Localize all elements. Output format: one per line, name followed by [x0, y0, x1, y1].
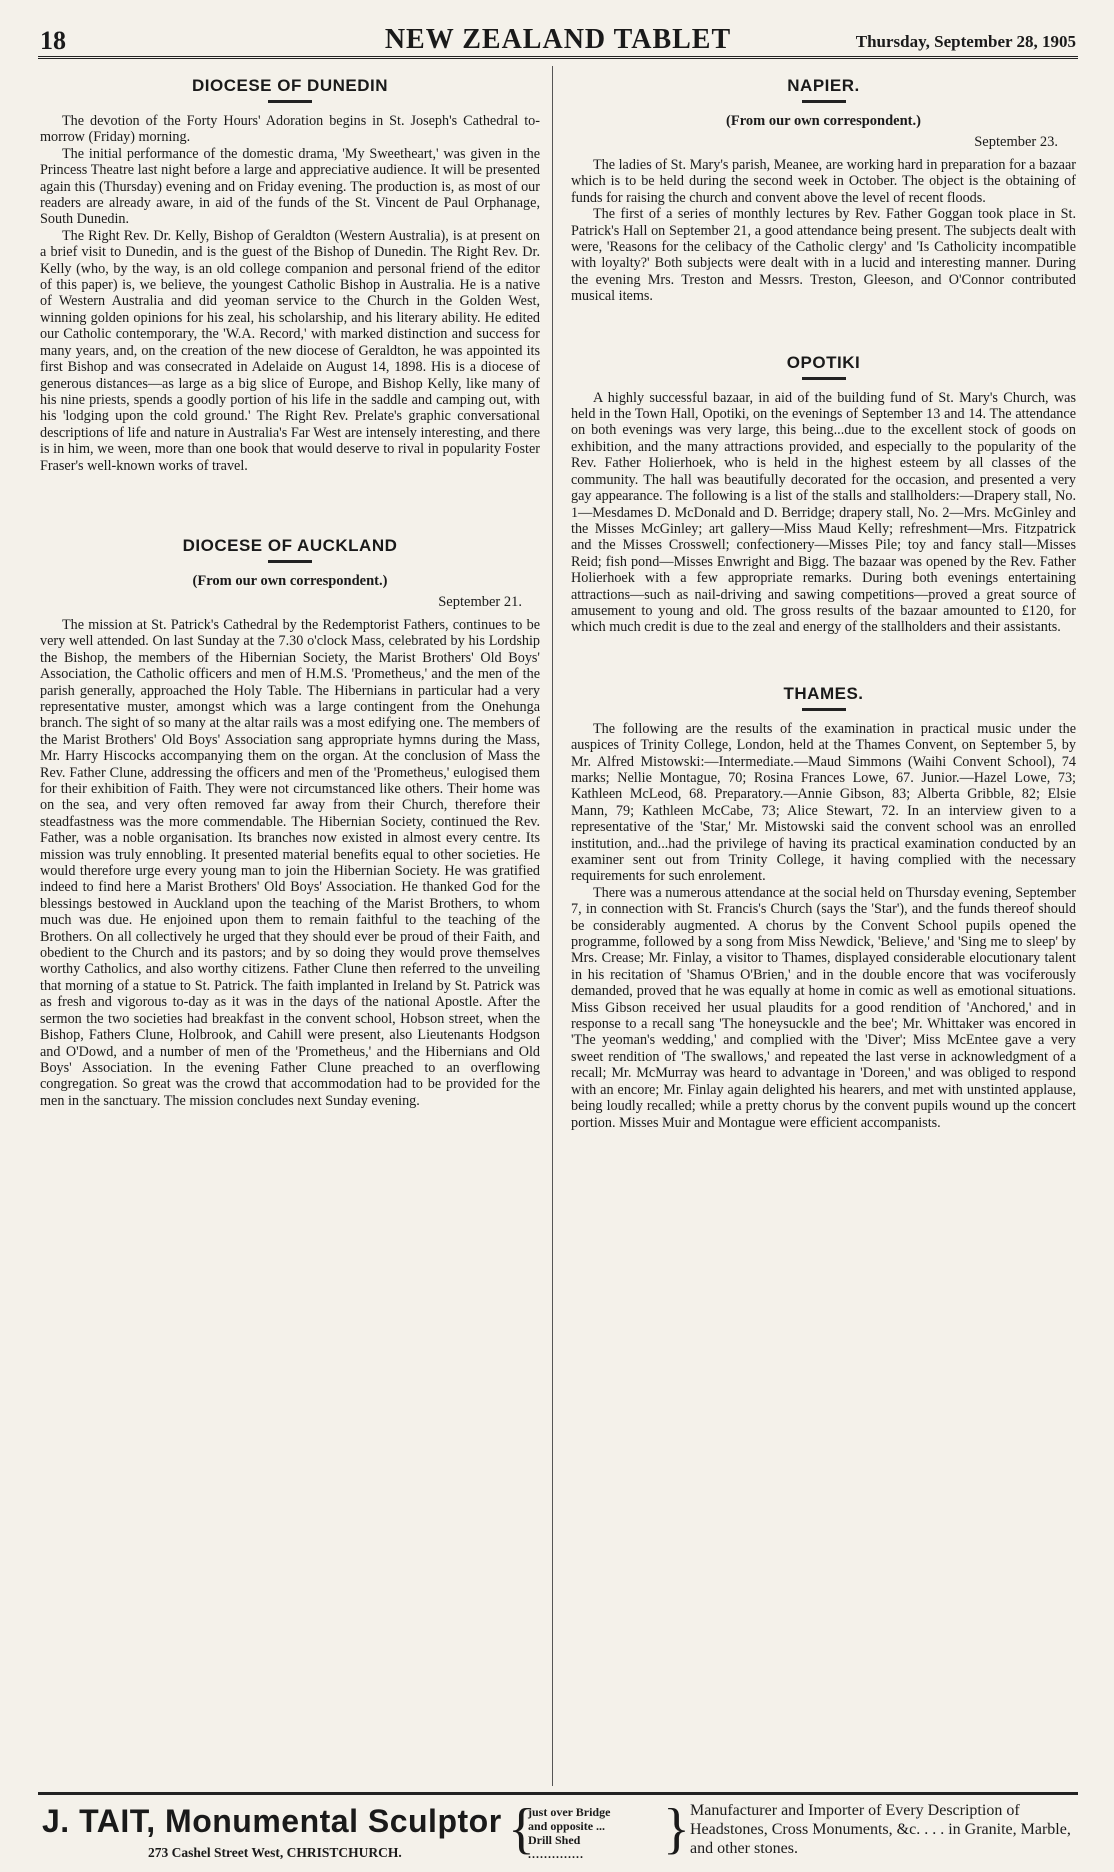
location-note-dots: ..............	[528, 1847, 584, 1861]
opotiki-article	[571, 353, 1076, 636]
opotiki-paragraph: A highly successful bazaar, in aid of the building fund of St. Mary's Church, was held in the Town Hall, Opotiki, on the evenings of September 13 and 14. The attendance on both evenings was very large, this being...due to the excellent stock of goods on exhibition, and the many attractions provided, and especially to the popularity of the Rev. Father Holierhoek, who is held in the highest esteem by all classes of the community. The hall was beautifully decorated for the occasion, and presented a very gay appearance. The following is a list of the stalls and stallholders:—Drapery stall, No. 1—Mesdames D. McDonald and D. Berridge; drapery stall, No. 2—Mrs. McGinley and the Misses McGinley; art gallery—Miss Maud Kelly; refreshment—Mrs. Fitzpatrick and the Misses Crosswell; confectionery—Misses Pile; toy and fancy stall—Misses Reid; fish pond—Misses Enwright and Bigg. The bazaar was opened by the Rev. Father Holierhoek with a few appropriate remarks. During both evenings entertaining attractions—such as nail-driving and sawing competitions—proved a great source of amusement to young and old. The gross results of the bazaar amounted to £120, for which much credit is due to the zeal and energy of the stallholders and their assistants.	[571, 389, 1076, 636]
dunedin-paragraph: The initial performance of the domestic drama, 'My Sweetheart,' was given in the Princess Theatre last night before a large and appreciative audience. It will be presented again this (Thursday) evening and on Friday evening. The production is, as most of our readers are already aware, in aid of the funds of the St. Vincent de Paul Orphanage, South Dunedin.	[40, 145, 540, 228]
location-note-line: and opposite ...	[528, 1819, 606, 1833]
column-divider	[552, 66, 553, 1786]
thames-paragraph: The following are the results of the examination in practical music under the auspices of Trinity College, London, held at the Thames Convent, on September 5, by Mr. Alfred Mistowski:—Intermediate.—Maud Simmons (Waihi Convent School), 74 marks; Nellie Montague, 70; Rosina Frances Lowe, 67. Junior.—Hazel Lowe, 73; Kathleen McLeod, 68. Preparatory.—Annie Gibson, 83; Alberta Gribble, 82; Elsie Mann, 79; Kathleen McCabe, 73; Alice Stewart, 72. In an interview given to a representative of the 'Star,' Mr. Mistowski said the convent school was an enrolled institution, and...had the privilege of having its practical examination conducted by an examiner sent out from Trinity College, it having complied with the necessary requirements for such enrolement.	[571, 720, 1076, 885]
location-note-line: just over Bridge	[528, 1805, 611, 1819]
newspaper-title: NEW ZEALAND TABLET	[384, 24, 732, 55]
dunedin-article	[40, 76, 540, 474]
masthead	[38, 22, 1078, 59]
page-number: 18	[40, 26, 66, 55]
dunedin-heading: DIOCESE OF DUNEDIN	[191, 76, 389, 95]
heading-rule	[802, 100, 846, 103]
heading-rule	[802, 708, 846, 711]
dunedin-paragraph: The devotion of the Forty Hours' Adoration begins in St. Joseph's Cathedral to-morrow (Friday) morning.	[40, 113, 540, 146]
thames-heading: THAMES.	[783, 683, 864, 703]
location-note	[528, 1805, 610, 1861]
heading-rule	[268, 100, 312, 103]
left-column	[40, 66, 540, 1791]
auckland-heading: DIOCESE OF AUCKLAND	[182, 535, 398, 555]
advertiser-address: 273 Cashel Street West, CHRISTCHURCH.	[148, 1845, 402, 1860]
issue-date: Thursday, September 28, 1905	[855, 32, 1076, 51]
napier-article	[571, 76, 1076, 305]
thames-paragraph: There was a numerous attendance at the social held on Thursday evening, September 7, in connection with St. Francis's Church (says the 'Star'), and the funds thereof should be considerably augmented. A chorus by the Convent School pupils opened the programme, followed by a song from Miss Newdick, 'Believe,' and 'Sing me to sleep' by Mrs. Crease; Mr. Finlay, a visitor to Thames, displayed considerable elocutionary talent in his recitation of 'Shamus O'Brien,' and in the double encore that was vociferously demanded, proved that he was equally at home in comic as well as emotional situations. Miss Gibson received her usual plaudits for a good rendition of 'Anchored,' and in response to a recall sang 'The honeysuckle and the bee'; Mr. Whittaker was encored in 'The yeoman's wedding,' and complied with the 'Diver'; Miss McEntee gave a very sweet rendition of 'The swallows,' and repeated the last verse in acknowledgment of a recall; Mr. McMurray was heard to advantage in 'Doreen,' and was obliged to respond with an encore; Mr. Finlay again delighted his hearers, and met with unstinted applause, being loudly recalled; while a pretty chorus by the convent pupils wound up the concert portion. Misses Muir and Montague were efficient accompanists.	[571, 884, 1076, 1131]
location-note-line: Drill Shed	[528, 1833, 581, 1847]
opotiki-heading: OPOTIKI	[786, 352, 861, 372]
napier-heading: NAPIER.	[787, 76, 860, 95]
advertiser-description: Manufacturer and Importer of Every Description of Headstones, Cross Monuments, &c. . . . in Granite, Marble, and other stones.	[690, 1802, 1071, 1857]
auckland-article	[40, 536, 540, 1109]
thames-article	[571, 684, 1076, 1131]
heading-rule	[802, 377, 846, 380]
auckland-dateline: September 21.	[438, 593, 522, 610]
napier-dateline: September 23.	[974, 134, 1058, 150]
napier-paragraph: The ladies of St. Mary's parish, Meanee, are working hard in preparation for a bazaar which is to be held during the second week in October. The object is the obtaining of funds for raising the church and convent above the level of recent floods.	[571, 157, 1076, 206]
napier-paragraph: The first of a series of monthly lectures by Rev. Father Goggan took place in St. Patrick's Hall on September 21, a good attendance being present. The subjects dealt with were, 'Reasons for the celibacy of the Catholic clergy' and 'Is Catholicity incompatible with loyalty?' Both subjects were dealt with in a lucid and interesting manner. During the evening Mrs. Treston and Messrs. Treston, Gleeson, and O'Connor contributed musical items.	[571, 206, 1076, 305]
auckland-byline: (From our own correspondent.)	[192, 572, 388, 589]
napier-byline: (From our own correspondent.)	[726, 113, 921, 129]
right-column	[571, 66, 1076, 1791]
advertiser-name: J. TAIT, Monumental Sculptor	[42, 1803, 502, 1839]
advertisement	[38, 1792, 1078, 1867]
dunedin-paragraph: The Right Rev. Dr. Kelly, Bishop of Geraldton (Western Australia), is at present on a brief visit to Dunedin, and is the guest of the Bishop of Dunedin. The Right Rev. Dr. Kelly (who, by the way, is an old college companion and personal friend of the editor of this paper) is, we believe, the youngest Catholic Bishop in Australia. He is a native of Western Australia and did yeoman service to the Church in the Golden West, winning golden opinions for his zeal, his scholarship, and his literary ability. He edited our Catholic contemporary, the 'W.A. Record,' with marked distinction and success for many years, and, on the creation of the new diocese of Geraldton, he was appointed its first Bishop and was consecrated in Adelaide on August 14, 1898. His is a diocese of generous distances—as large as a big slice of Europe, and Bishop Kelly, like many of his nine priests, spends a goodly portion of his life in the saddle and camping out, with his 'lodging upon the cold ground.' The Right Rev. Prelate's graphic conversational descriptions of life and nature in Australia's Far West are intensely interesting, and there is in him, we ween, more than one book that would deserve to rival in popularity Foster Fraser's well-known works of travel.	[40, 227, 540, 474]
right-brace: }	[663, 1798, 690, 1860]
left-brace: {	[508, 1798, 535, 1860]
auckland-paragraph: The mission at St. Patrick's Cathedral by the Redemptorist Fathers, continues to be very well attended. On last Sunday at the 7.30 o'clock Mass, celebrated by his Lordship the Bishop, the members of the Hibernian Society, the Marist Brothers' Old Boys' Association, the Catholic officers and men of H.M.S. 'Prometheus,' and the men of the parish generally, approached the Holy Table. The Hibernians in particular had a very representative muster, amongst which was a large contingent from the Onehunga branch. The sight of so many at the altar rails was a most edifying one. The members of the Marist Brothers' Old Boys' Association sang appropriate hymns during the Mass, Mr. Harry Hiscocks accompanying them on the organ. At the conclusion of Mass the Rev. Father Clune, addressing the officers and men of the 'Prometheus,' eulogised them for their exhibition of Faith. They were not circumstanced like others. Their home was on the sea, and very often removed far away from their Church, therefore their steadfastness was the more commendable. The Hibernian Society, continued the Rev. Father, was a noble organisation. Its branches now existed in almost every centre. Its mission was truly ennobling. It presented material benefits equal to other societies. He would therefore urge every young man to join the Hibernian Society. He was gratified indeed to find here a Marist Brothers' Old Boys' Association. He thanked God for the blessings bestowed in Auckland upon the teaching of the Marist Brothers, to whom much was due. He enjoined upon them to remain faithful to the teaching of the Brothers. On all collectively he urged that they should ever be proud of their Faith, and obedient to the Church and its pastors; and by so doing they would prove themselves worthy Catholics, and also worthy citizens. Father Clune then referred to the unveiling that morning of a statue to St. Patrick. The faith implanted in Ireland by St. Patrick was as fresh and vigorous to-day as it was in the days of the national Apostle. After the sermon the two societies had breakfast in the convent school, Hobson street, when the Bishop, Fathers Clune, Holbrook, and Cahill were present, also Lieutenants Hodgson and O'Dowd, and a number of men of the 'Prometheus,' and the Hibernians and Old Boys' Association. In the evening Father Clune preached to an overflowing congregation. So great was the crowd that accommodation had to be provided for the men in the sanctuary. The mission concludes next Sunday evening.	[40, 616, 540, 1109]
heading-rule	[268, 560, 312, 563]
